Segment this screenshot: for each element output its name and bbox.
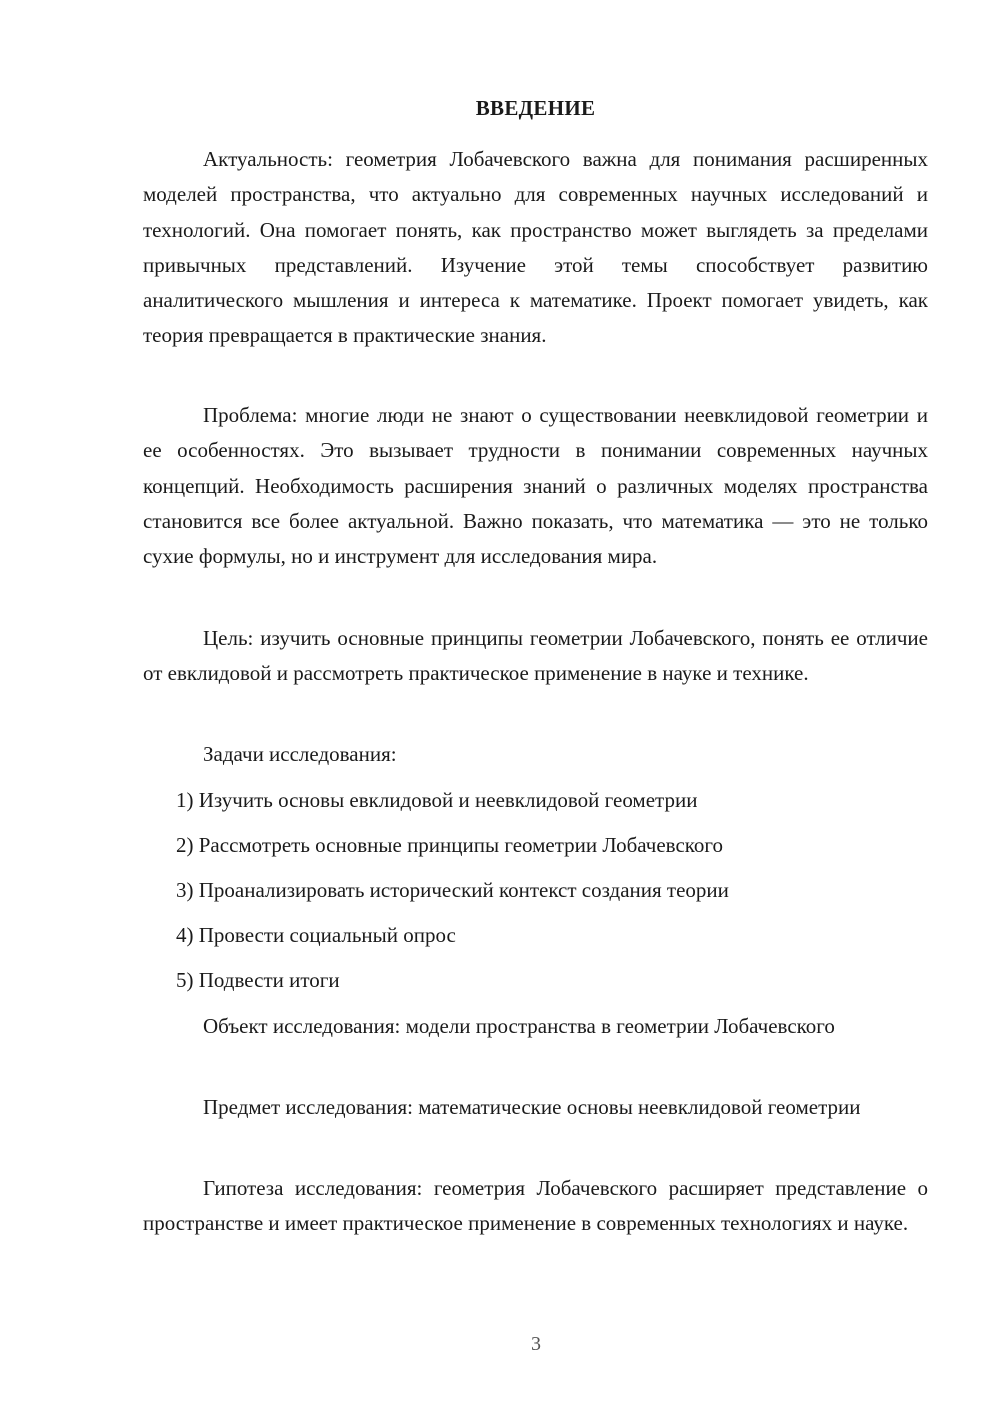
list-item: 1) Изучить основы евклидовой и неевклидовой геометрии	[176, 788, 698, 812]
goal-paragraph: Цель: изучить основные принципы геометрии Лобачевского, понять ее отличие от евклидовой и рассмотреть практическое применение в науке и технике.	[143, 626, 928, 686]
tasks-heading: Задачи исследования:	[203, 742, 397, 766]
problem-paragraph: Проблема: многие люди не знают о существовании неевклидовой геометрии и ее особенностях. Это вызывает трудности в понимании современных научных концепций. Необходимость расширения знаний о различных моделях пространства становится все более актуальной. Важно показать, что математика — это не только сухие формулы, но и инструмент для исследования мира.	[143, 403, 928, 569]
list-item: 4) Провести социальный опрос	[176, 923, 456, 947]
relevance-paragraph: Актуальность: геометрия Лобачевского важна для понимания расширенных моделей пространства, что актуально для современных научных исследований и технологий. Она помогает понять, как пространство может выглядеть за пределами привычных представлений. Изучение этой темы способствует развитию аналитического мышления и интереса к математике. Проект помогает увидеть, как теория превращается в практические знания.	[143, 147, 928, 348]
list-item: 5) Подвести итоги	[176, 968, 340, 992]
page-title: ВВЕДЕНИЕ	[475, 96, 596, 120]
page-number: 3	[531, 1333, 541, 1355]
list-item: 2) Рассмотреть основные принципы геометрии Лобачевского	[176, 833, 723, 857]
hypothesis-paragraph: Гипотеза исследования: геометрия Лобачевского расширяет представление о пространстве и имеет практическое применение в современных технологиях и науке.	[143, 1176, 928, 1236]
list-item: 3) Проанализировать исторический контекст создания теории	[176, 878, 729, 902]
subject-paragraph: Предмет исследования: математические основы неевклидовой геометрии	[203, 1095, 861, 1119]
object-paragraph: Объект исследования: модели пространства в геометрии Лобачевского	[203, 1014, 835, 1038]
